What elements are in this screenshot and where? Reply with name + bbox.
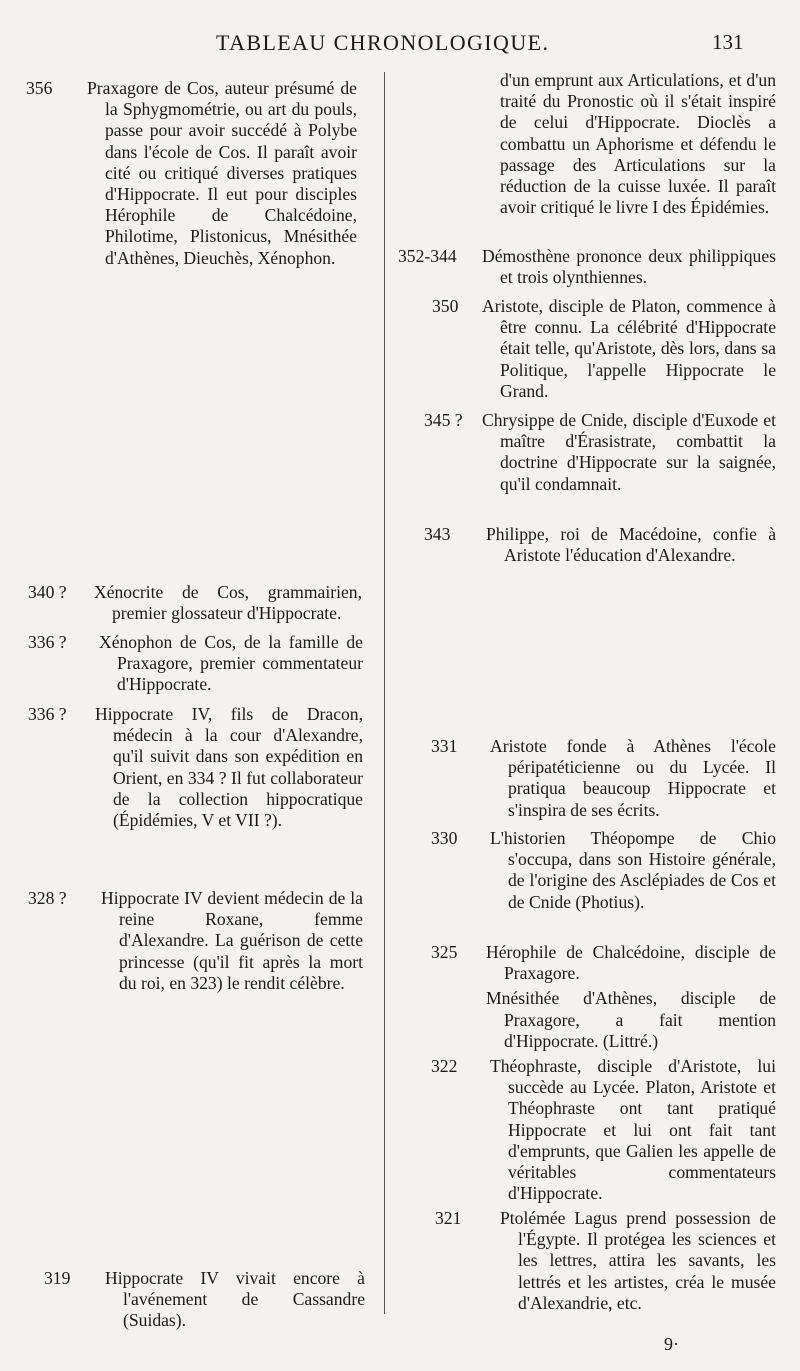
left-entry bbox=[28, 582, 363, 626]
entry-year: 343 bbox=[424, 524, 451, 544]
entry-text: Philippe, roi de Macédoine, confie à Aristote l'éducation d'Alexandre. bbox=[486, 524, 776, 566]
running-title: TABLEAU CHRONOLOGIQUE. bbox=[216, 30, 550, 55]
entry-year: 322 bbox=[431, 1056, 458, 1076]
entry-year: 336 ? bbox=[28, 704, 67, 724]
entry-text: Hérophile de Chalcédoine, disciple de Praxagore. Mnésithée d'Athènes, disciple de Praxagore, a fait mention d'Hippocrate. (Littré.) bbox=[486, 942, 776, 1051]
entry-year: 330 bbox=[431, 828, 458, 848]
entry-year: 321 bbox=[435, 1208, 462, 1228]
right-entry bbox=[398, 828, 778, 934]
entry-text: Démosthène prononce deux philippiques et trois olynthiennes. bbox=[482, 246, 776, 288]
entry-year: 352-344 bbox=[398, 246, 457, 266]
right-entry bbox=[398, 70, 778, 240]
entry-text: Aristote, disciple de Platon, commence à être connu. La célébrité d'Hippocrate était telle, qu'Aristote, dès lors, dans sa Politique, l'appelle Hippocrate le Grand. bbox=[482, 296, 776, 401]
entry-text: Hippocrate IV devient médecin de la reine Roxane, femme d'Alexandre. La guérison de cette princesse (qu'il fit après la mort du roi, en 323) le rendit célèbre. bbox=[101, 888, 363, 993]
entry-year: 345 ? bbox=[424, 410, 463, 430]
entry-text: Ptolémée Lagus prend possession de l'Égypte. Il protégea les sciences et les lettres, attira les savants, les lettrés et les artistes, créa le musée d'Alexandrie, etc. bbox=[500, 1208, 776, 1313]
right-entry bbox=[398, 1056, 778, 1204]
column-divider bbox=[384, 72, 385, 1314]
left-entry bbox=[28, 704, 363, 834]
entry-year: 319 bbox=[44, 1268, 71, 1288]
entry-year: 336 ? bbox=[28, 632, 67, 652]
entry-year: 325 bbox=[431, 942, 458, 962]
left-entry bbox=[26, 78, 361, 290]
right-entry bbox=[398, 524, 778, 590]
entry-text: Hippocrate IV vivait encore à l'avénement de Cassandre (Suidas). bbox=[105, 1268, 365, 1331]
right-entry bbox=[398, 246, 778, 290]
right-entry bbox=[398, 942, 778, 1051]
entry-text: L'historien Théopompe de Chio s'occupa, dans son Histoire générale, de l'origine des Asclépiades de Cos et de Cnide (Photius). bbox=[490, 828, 776, 912]
entry-text: Aristote fonde à Athènes l'école péripatéticienne ou du Lycée. Il pratiqua beaucoup Hippocrate et s'inspira de ses écrits. bbox=[490, 736, 776, 820]
running-head bbox=[0, 30, 800, 60]
entry-text: Xénocrite de Cos, grammairien, premier glossateur d'Hippocrate. bbox=[94, 582, 362, 624]
entry-text: d'un emprunt aux Articulations, et d'un traité du Pronostic où il s'était inspiré de celui d'Hippocrate. Dioclès a combattu un Aphorisme et défendu le passage des Articulations sur la réduction de la cuisse luxée. Il paraît avoir critiqué le livre I des Épidémies. bbox=[500, 70, 776, 218]
right-entry bbox=[398, 1208, 778, 1314]
entry-text: Hippocrate IV, fils de Dracon, médecin à la cour d'Alexandre, qu'il suivit dans son expédition en Orient, en 334 ? Il fut collaborateur de la collection hippocratique (Épidémies, V et VII ?). bbox=[95, 704, 363, 831]
left-entry bbox=[44, 1268, 366, 1331]
entry-year: 350 bbox=[432, 296, 459, 316]
left-entry bbox=[28, 632, 363, 698]
entry-year: 356 bbox=[26, 78, 53, 98]
signature-mark: 9· bbox=[664, 1334, 679, 1354]
right-entry bbox=[398, 296, 778, 400]
entry-year: 340 ? bbox=[28, 582, 67, 602]
right-entry bbox=[398, 410, 778, 514]
entry-text: Praxagore de Cos, auteur présumé de la Sphygmométrie, ou art du pouls, passe pour avoir succédé à Polybe dans l'école de Cos. Il paraît avoir cité ou critiqué diverses pratiques d'Hippocrate. Il eut pour disciples Hérophile de Chalcédoine, Philotime, Plistonicus, Mnésithée d'Athènes, Dieuchès, Xénophon. bbox=[87, 78, 357, 268]
entry-year: 331 bbox=[431, 736, 458, 756]
entry-text: Théophraste, disciple d'Aristote, lui succède au Lycée. Platon, Aristote et Théophraste ont tant pratiqué Hippocrate et lui ont fait tant d'emprunts, que Galien les appelle de véritables commentateurs d'Hippocrate. bbox=[490, 1056, 776, 1204]
left-entry bbox=[28, 888, 363, 1020]
right-entry bbox=[398, 736, 778, 822]
page-number: 131 bbox=[712, 30, 744, 54]
entry-text: Xénophon de Cos, de la famille de Praxagore, premier commentateur d'Hippocrate. bbox=[99, 632, 363, 695]
entry-text: Chrysippe de Cnide, disciple d'Euxode et maître d'Érasistrate, combattit la doctrine d'Hippocrate sur la saignée, qu'il condamnait. bbox=[482, 410, 776, 494]
entry-year: 328 ? bbox=[28, 888, 67, 908]
